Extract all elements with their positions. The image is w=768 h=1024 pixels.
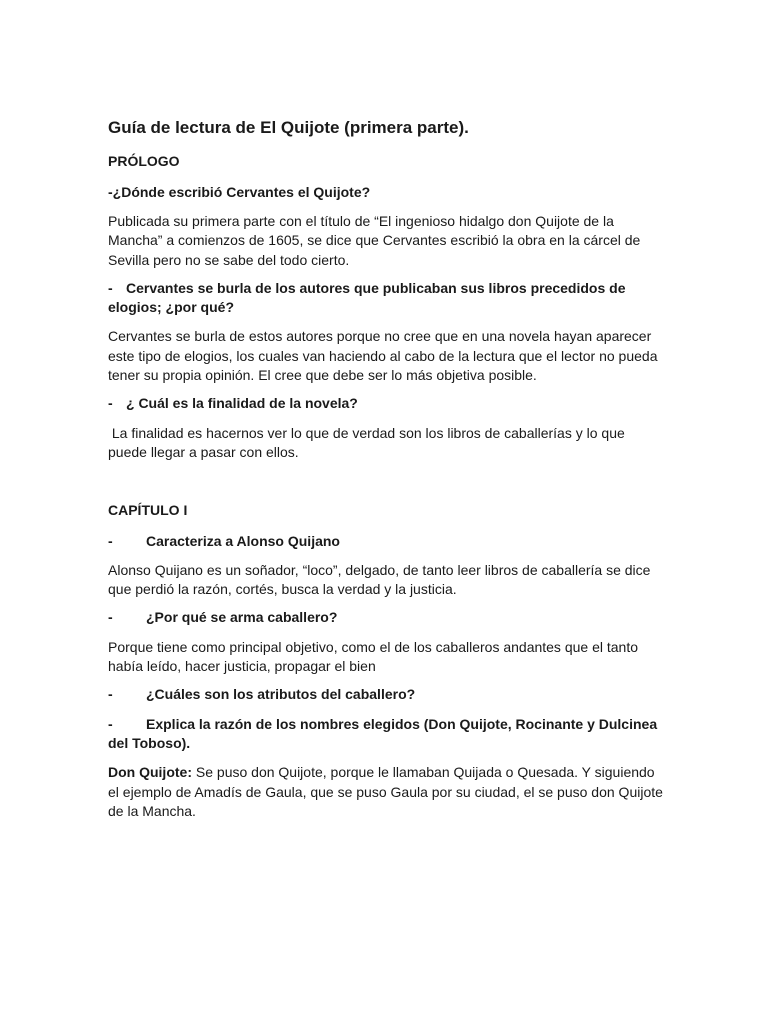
question-capitulo-1 (108, 532, 663, 551)
question-capitulo-3 (108, 685, 663, 704)
question-text: ¿ Cuál es la finalidad de la novela? (126, 395, 358, 412)
answer-prologo-2: Cervantes se burla de estos autores porque no cree que en una novela hayan aparecer este tipo de elogios, los cuales van haciendo al cabo de la lectura que el lector no pueda tener su propia opinión. El cree que debe ser lo más objetiva posible. (108, 328, 658, 384)
question-capitulo-4 (108, 715, 663, 754)
bullet-dash: - (108, 279, 113, 296)
section-heading-prologo: PRÓLOGO (108, 153, 180, 170)
question-prologo-1 (108, 183, 663, 202)
bullet-dash: - (108, 686, 113, 703)
answer-label: Don Quijote: (108, 764, 192, 781)
bullet-dash: - (108, 609, 113, 626)
question-prologo-3 (108, 394, 663, 413)
question-prologo-2 (108, 279, 663, 318)
section-heading-capitulo-1: CAPÍTULO I (108, 502, 188, 519)
bullet-dash: - (108, 715, 113, 732)
question-text: Explica la razón de los nombres elegidos (Don Quijote, Rocinante y Dulcinea del Toboso). (108, 715, 658, 752)
answer-text: Se puso don Quijote, porque le llamaban Quijada o Quesada. Y siguiendo el ejemplo de Amadís de Gaula, que se puso Gaula por su ciudad, el se puso don Quijote de la Mancha. (108, 764, 663, 819)
answer-prologo-3: La finalidad es hacernos ver lo que de verdad son los libros de caballerías y lo que puede llegar a pasar con ellos. (108, 424, 629, 461)
bullet-dash: - (108, 395, 113, 412)
question-text: ¿Por qué se arma caballero? (146, 609, 338, 626)
answer-capitulo-4 (108, 763, 663, 821)
spacer (108, 471, 663, 501)
bullet-dash: - (108, 532, 113, 549)
answer-capitulo-2: Porque tiene como principal objetivo, como el de los caballeros andantes que el tanto había leído, hacer justicia, propagar el bien (108, 638, 638, 675)
question-capitulo-2 (108, 608, 663, 627)
answer-prologo-1: Publicada su primera parte con el título de “El ingenioso hidalgo don Quijote de la Mancha” a comienzos de 1605, se dice que Cervantes escribió la obra en la cárcel de Sevilla pero no se sabe del todo cierto. (108, 212, 641, 268)
document-page (108, 118, 663, 830)
question-text: -¿Dónde escribió Cervantes el Quijote? (108, 183, 371, 200)
question-text: ¿Cuáles son los atributos del caballero? (146, 686, 416, 703)
question-text: Cervantes se burla de los autores que publicaban sus libros precedidos de elogios; ¿por qué? (108, 279, 626, 316)
document-title: Guía de lectura de El Quijote (primera parte). (108, 118, 469, 137)
question-text: Caracteriza a Alonso Quijano (146, 532, 340, 549)
answer-capitulo-1: Alonso Quijano es un soñador, “loco”, delgado, de tanto leer libros de caballería se dice que perdió la razón, cortés, busca la verdad y la justicia. (108, 561, 651, 598)
